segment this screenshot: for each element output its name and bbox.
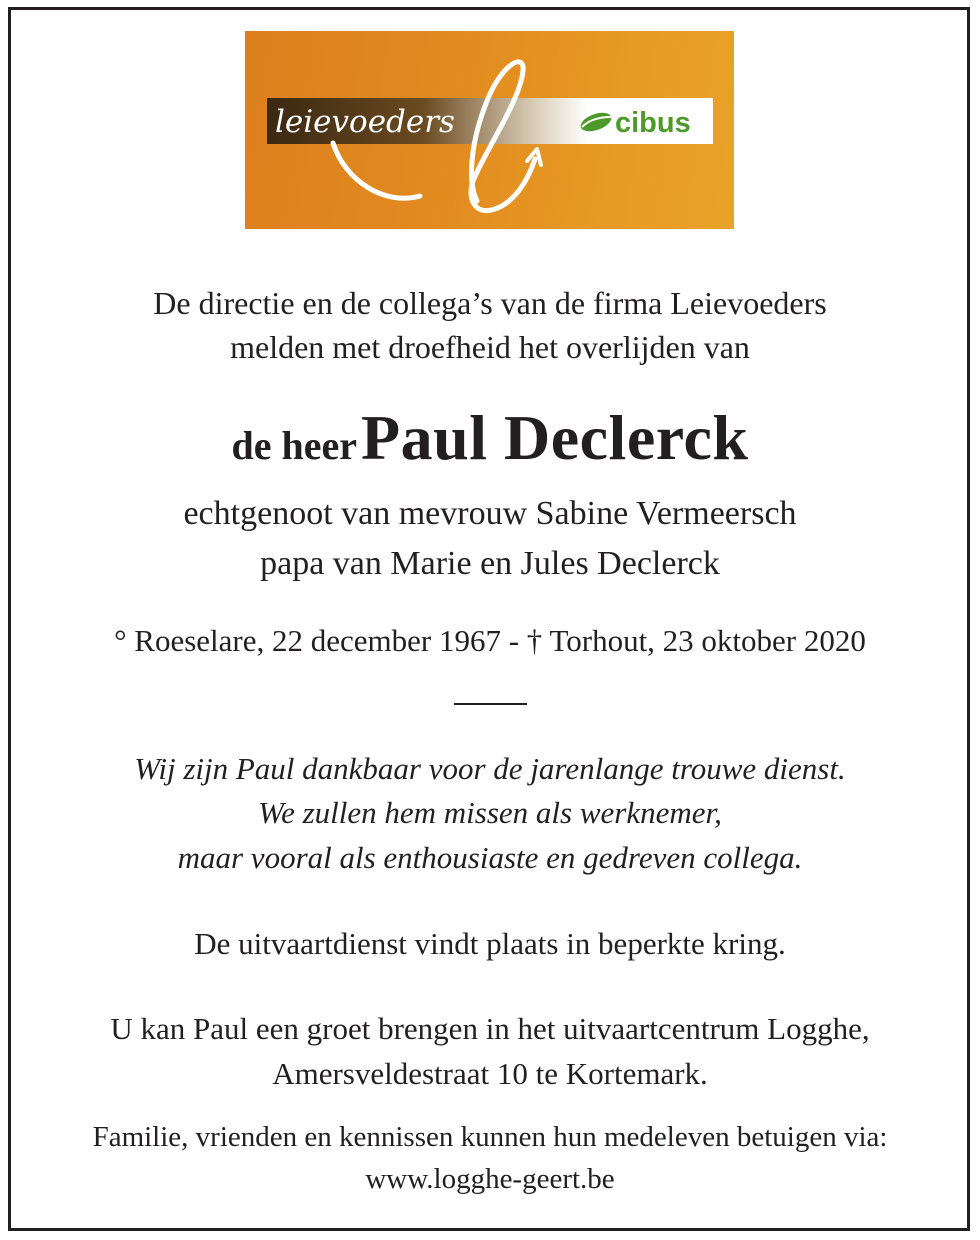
condolence-website-link[interactable]: www.logghe-geert.be <box>365 1163 615 1195</box>
swoosh-left-icon <box>333 143 420 198</box>
visit-line-2: Amersveldestraat 10 te Kortemark. <box>272 1056 708 1091</box>
name-prefix: de heer <box>231 423 358 468</box>
birth-death-dates: ° Roeselare, 22 december 1967 - † Torhout, 23 oktober 2020 <box>114 623 866 658</box>
tribute-line-1: Wij zijn Paul dankbaar voor de jarenlange trouwe dienst. <box>134 751 846 786</box>
divider <box>454 703 527 705</box>
logo-brand-right: cibus <box>615 107 691 139</box>
logo-brand-left: leievoeders <box>275 104 455 140</box>
deceased-name: Paul Declerck <box>361 402 749 473</box>
tribute-line-3: maar vooral als enthousiaste en gedreven collega. <box>177 840 803 875</box>
relation-children: papa van Marie en Jules Declerck <box>260 545 720 582</box>
logo-graphic <box>245 31 734 229</box>
tribute-line-2: We zullen hem missen als werknemer, <box>258 795 722 830</box>
relation-spouse: echtgenoot van mevrouw Sabine Vermeersch <box>183 495 797 532</box>
deceased-name-line <box>0 398 980 478</box>
funeral-service-note: De uitvaartdienst vindt plaats in beperkte kring. <box>194 926 786 961</box>
intro-line-1: De directie en de collega’s van de firma Leievoeders <box>153 285 827 321</box>
visit-line-1: U kan Paul een groet brengen in het uitvaartcentrum Logghe, <box>110 1011 870 1046</box>
intro-line-2: melden met droefheid het overlijden van <box>230 329 750 365</box>
company-logo <box>245 31 734 229</box>
condolence-line: Familie, vrienden en kennissen kunnen hun medeleven betuigen via: <box>92 1121 888 1153</box>
